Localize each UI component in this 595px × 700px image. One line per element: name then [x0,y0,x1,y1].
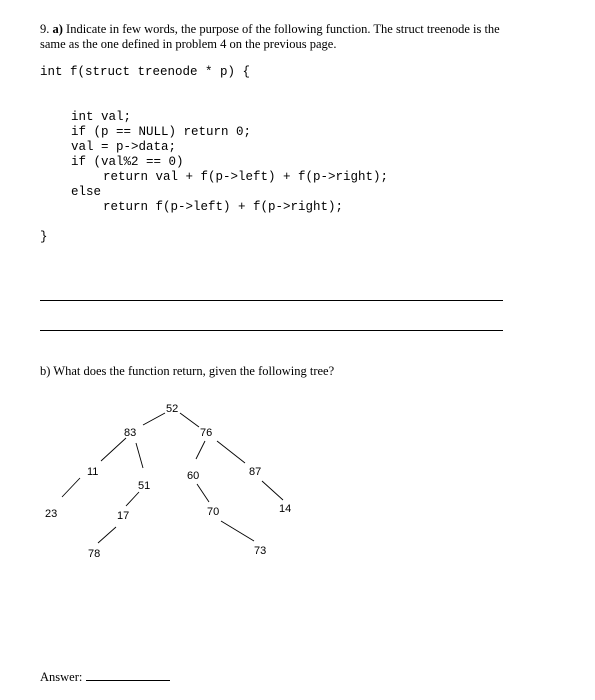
part-a-marker: a) [52,22,63,36]
node-label: 87 [249,466,262,478]
node-label: 52 [166,403,179,415]
node-label: 51 [138,480,151,492]
code-line-signature: int f(struct treenode * p) { [40,65,251,79]
edge-76-60 [196,441,205,459]
code-line-decl: int val; [71,110,132,124]
answer-label: Answer: [40,670,83,684]
edge-17-78 [98,527,116,543]
node-label: 11 [87,466,99,478]
code-line-return-odd: return f(p->left) + f(p->right); [103,200,344,214]
node-label: 76 [200,427,213,439]
answer-blank[interactable] [86,669,170,681]
node-label: 60 [187,470,200,482]
code-line-return-even: return val + f(p->left) + f(p->right); [103,170,389,184]
edge-83-51 [136,443,143,468]
code-line-close-brace: } [40,230,48,244]
answer-row [40,669,170,685]
edge-11-23 [62,478,80,497]
edge-52-76 [180,413,199,427]
code-line-else: else [71,185,102,199]
node-label: 83 [124,427,137,439]
edge-52-83 [143,413,165,425]
part-a-text-2: same as the one defined in problem 4 on the previous page. [40,37,337,51]
edge-60-70 [197,484,209,502]
node-label: 73 [254,545,267,557]
edge-70-73 [221,521,254,541]
answer-line-2[interactable] [40,330,503,331]
part-a-text-1: Indicate in few words, the purpose of the following function. The struct treenode is the [62,22,500,36]
code-line-null-check: if (p == NULL) return 0; [71,125,252,139]
binary-tree-diagram [0,395,320,565]
edge-83-11 [101,438,126,461]
code-line-if: if (val%2 == 0) [71,155,184,169]
node-label: 78 [88,548,101,560]
node-label: 23 [45,508,58,520]
question-number: 9. [40,22,50,36]
edge-87-14 [262,481,283,500]
part-b-text: b) What does the function return, given the following tree? [40,364,335,378]
node-label: 14 [279,503,292,515]
question-9a-line-1 [40,22,560,37]
node-label: 70 [207,506,220,518]
edge-51-17 [126,492,139,506]
node-label: 17 [117,510,130,522]
answer-line-1[interactable] [40,300,503,301]
code-line-assign: val = p->data; [71,140,177,154]
edge-76-87 [217,441,245,463]
